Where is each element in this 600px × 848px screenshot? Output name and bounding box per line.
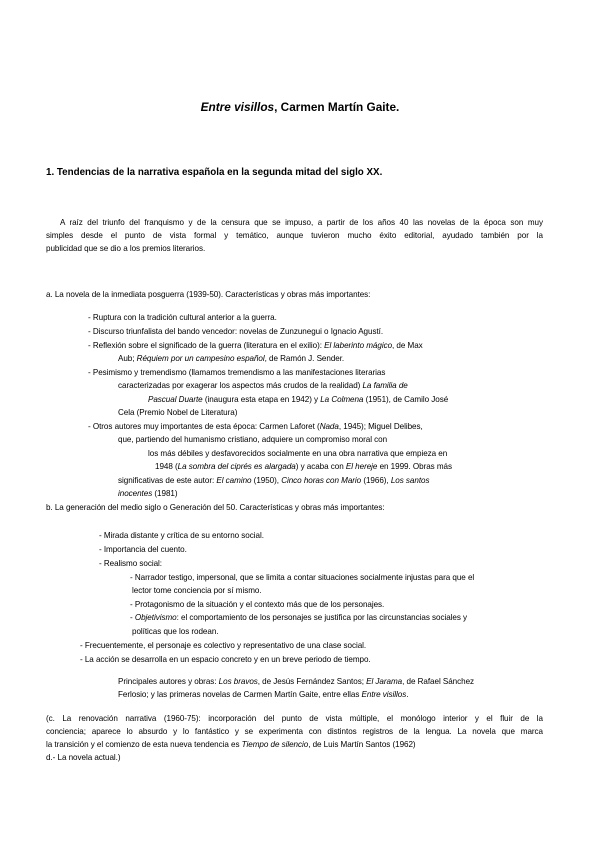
title-work: Entre visillos: [200, 100, 275, 114]
part-a-item: - Discurso triunfalista del bando vencedor: novelas de Zunzunegui o Ignacio Agustí.: [88, 327, 384, 336]
part-b-item: - Importancia del cuento.: [99, 545, 187, 554]
part-d-line: d.- La novela actual.): [46, 753, 121, 762]
part-a-item: - Ruptura con la tradición cultural anterior a la guerra.: [88, 313, 277, 322]
part-c-line: la transición y el comienzo de esta nueva tendencia es Tiempo de silencio, de Luis Martín Santos (1962): [46, 740, 416, 749]
part-b-subitem-cont: lector tome conciencia por sí mismo.: [132, 586, 262, 595]
part-c-line: conciencia; aparece lo absurdo y lo fantástico y se experimenta con distintos registros de la lengua. La novela que marca: [46, 727, 543, 736]
part-a-item-cont: Aub; Réquiem por un campesino español, de Ramón J. Sender.: [118, 354, 345, 363]
part-b-item: - Frecuentemente, el personaje es colectivo y representativo de una clase social.: [80, 641, 367, 650]
part-a-item-cont: Pascual Duarte (inaugura esta etapa en 1942) y La Colmena (1951), de Camilo José: [148, 395, 449, 404]
part-a-item: - Otros autores muy importantes de esta época: Carmen Laforet (Nada, 1945); Miguel Delibes,: [88, 422, 423, 431]
part-b-item: - Realismo social:: [99, 559, 162, 568]
part-b-subitem: - Objetivismo: el comportamiento de los personajes se justifica por las circunstancias sociales y: [130, 613, 468, 622]
part-b-subitem-cont: políticas que los rodean.: [132, 627, 219, 636]
part-b-item: - La acción se desarrolla en un espacio concreto y en un breve periodo de tiempo.: [80, 655, 371, 664]
part-a-item-cont: Cela (Premio Nobel de Literatura): [118, 408, 238, 417]
part-b-heading: b. La generación del medio siglo o Generación del 50. Características y obras más importantes:: [46, 503, 385, 512]
part-b-item: - Mirada distante y crítica de su entorno social.: [99, 531, 264, 540]
part-c-line: (c. La renovación narrativa (1960-75): incorporación del punto de vista múltiple, el monólogo interior y el fluir de la: [46, 714, 543, 723]
part-a-item-cont: inocentes (1981): [118, 489, 178, 498]
intro-line-1: A raíz del triunfo del franquismo y de la censura que se impuso, a partir de los años 40 las novelas de la época son muy: [60, 218, 543, 227]
intro-line-2: simples desde el punto de vista formal y temático, aunque tuvieron mucho éxito editorial, ayudado también por la: [46, 231, 543, 240]
part-b-subitem: - Narrador testigo, impersonal, que se limita a contar situaciones socialmente injustas para que el: [130, 573, 475, 582]
part-a-item-cont: que, partiendo del humanismo cristiano, adquiere un compromiso moral con: [118, 435, 388, 444]
document-title: Entre visillos, Carmen Martín Gaite.: [200, 100, 400, 114]
part-b-subitem: - Protagonismo de la situación y el contexto más que de los personajes.: [130, 600, 385, 609]
title-author: Carmen Martín Gaite.: [280, 100, 400, 114]
part-a-item-cont: los más débiles y desfavorecidos socialmente en una obra narrativa que empieza en: [148, 449, 448, 458]
part-b-authors-cont: Ferlosio; y las primeras novelas de Carmen Martín Gaite, entre ellas Entre visillos.: [118, 690, 409, 699]
part-a-item-cont: significativas de este autor: El camino (1950), Cinco horas con Mario (1966), Los santos: [118, 476, 430, 485]
part-a-item: - Pesimismo y tremendismo (llamamos tremendismo a las manifestaciones literarias: [88, 368, 386, 377]
part-b-authors: Principales autores y obras: Los bravos, de Jesús Fernández Santos; El Jarama, de Rafael Sánchez: [118, 677, 475, 686]
section-heading: 1. Tendencias de la narrativa española en la segunda mitad del siglo XX.: [46, 167, 383, 178]
intro-line-3: publicidad que se dio a los premios literarios.: [46, 244, 206, 253]
part-a-item: - Reflexión sobre el significado de la guerra (literatura en el exilio): El laberinto mágico, de Max: [88, 341, 423, 350]
part-a-item-cont: 1948 (La sombra del ciprés es alargada) y acaba con El hereje en 1999. Obras más: [155, 462, 453, 471]
part-a-item-cont: caracterizadas por exagerar los aspectos más crudos de la realidad) La familia de: [118, 381, 408, 390]
part-a-heading: a. La novela de la inmediata posguerra (1939-50). Características y obras más importantes:: [46, 290, 371, 299]
